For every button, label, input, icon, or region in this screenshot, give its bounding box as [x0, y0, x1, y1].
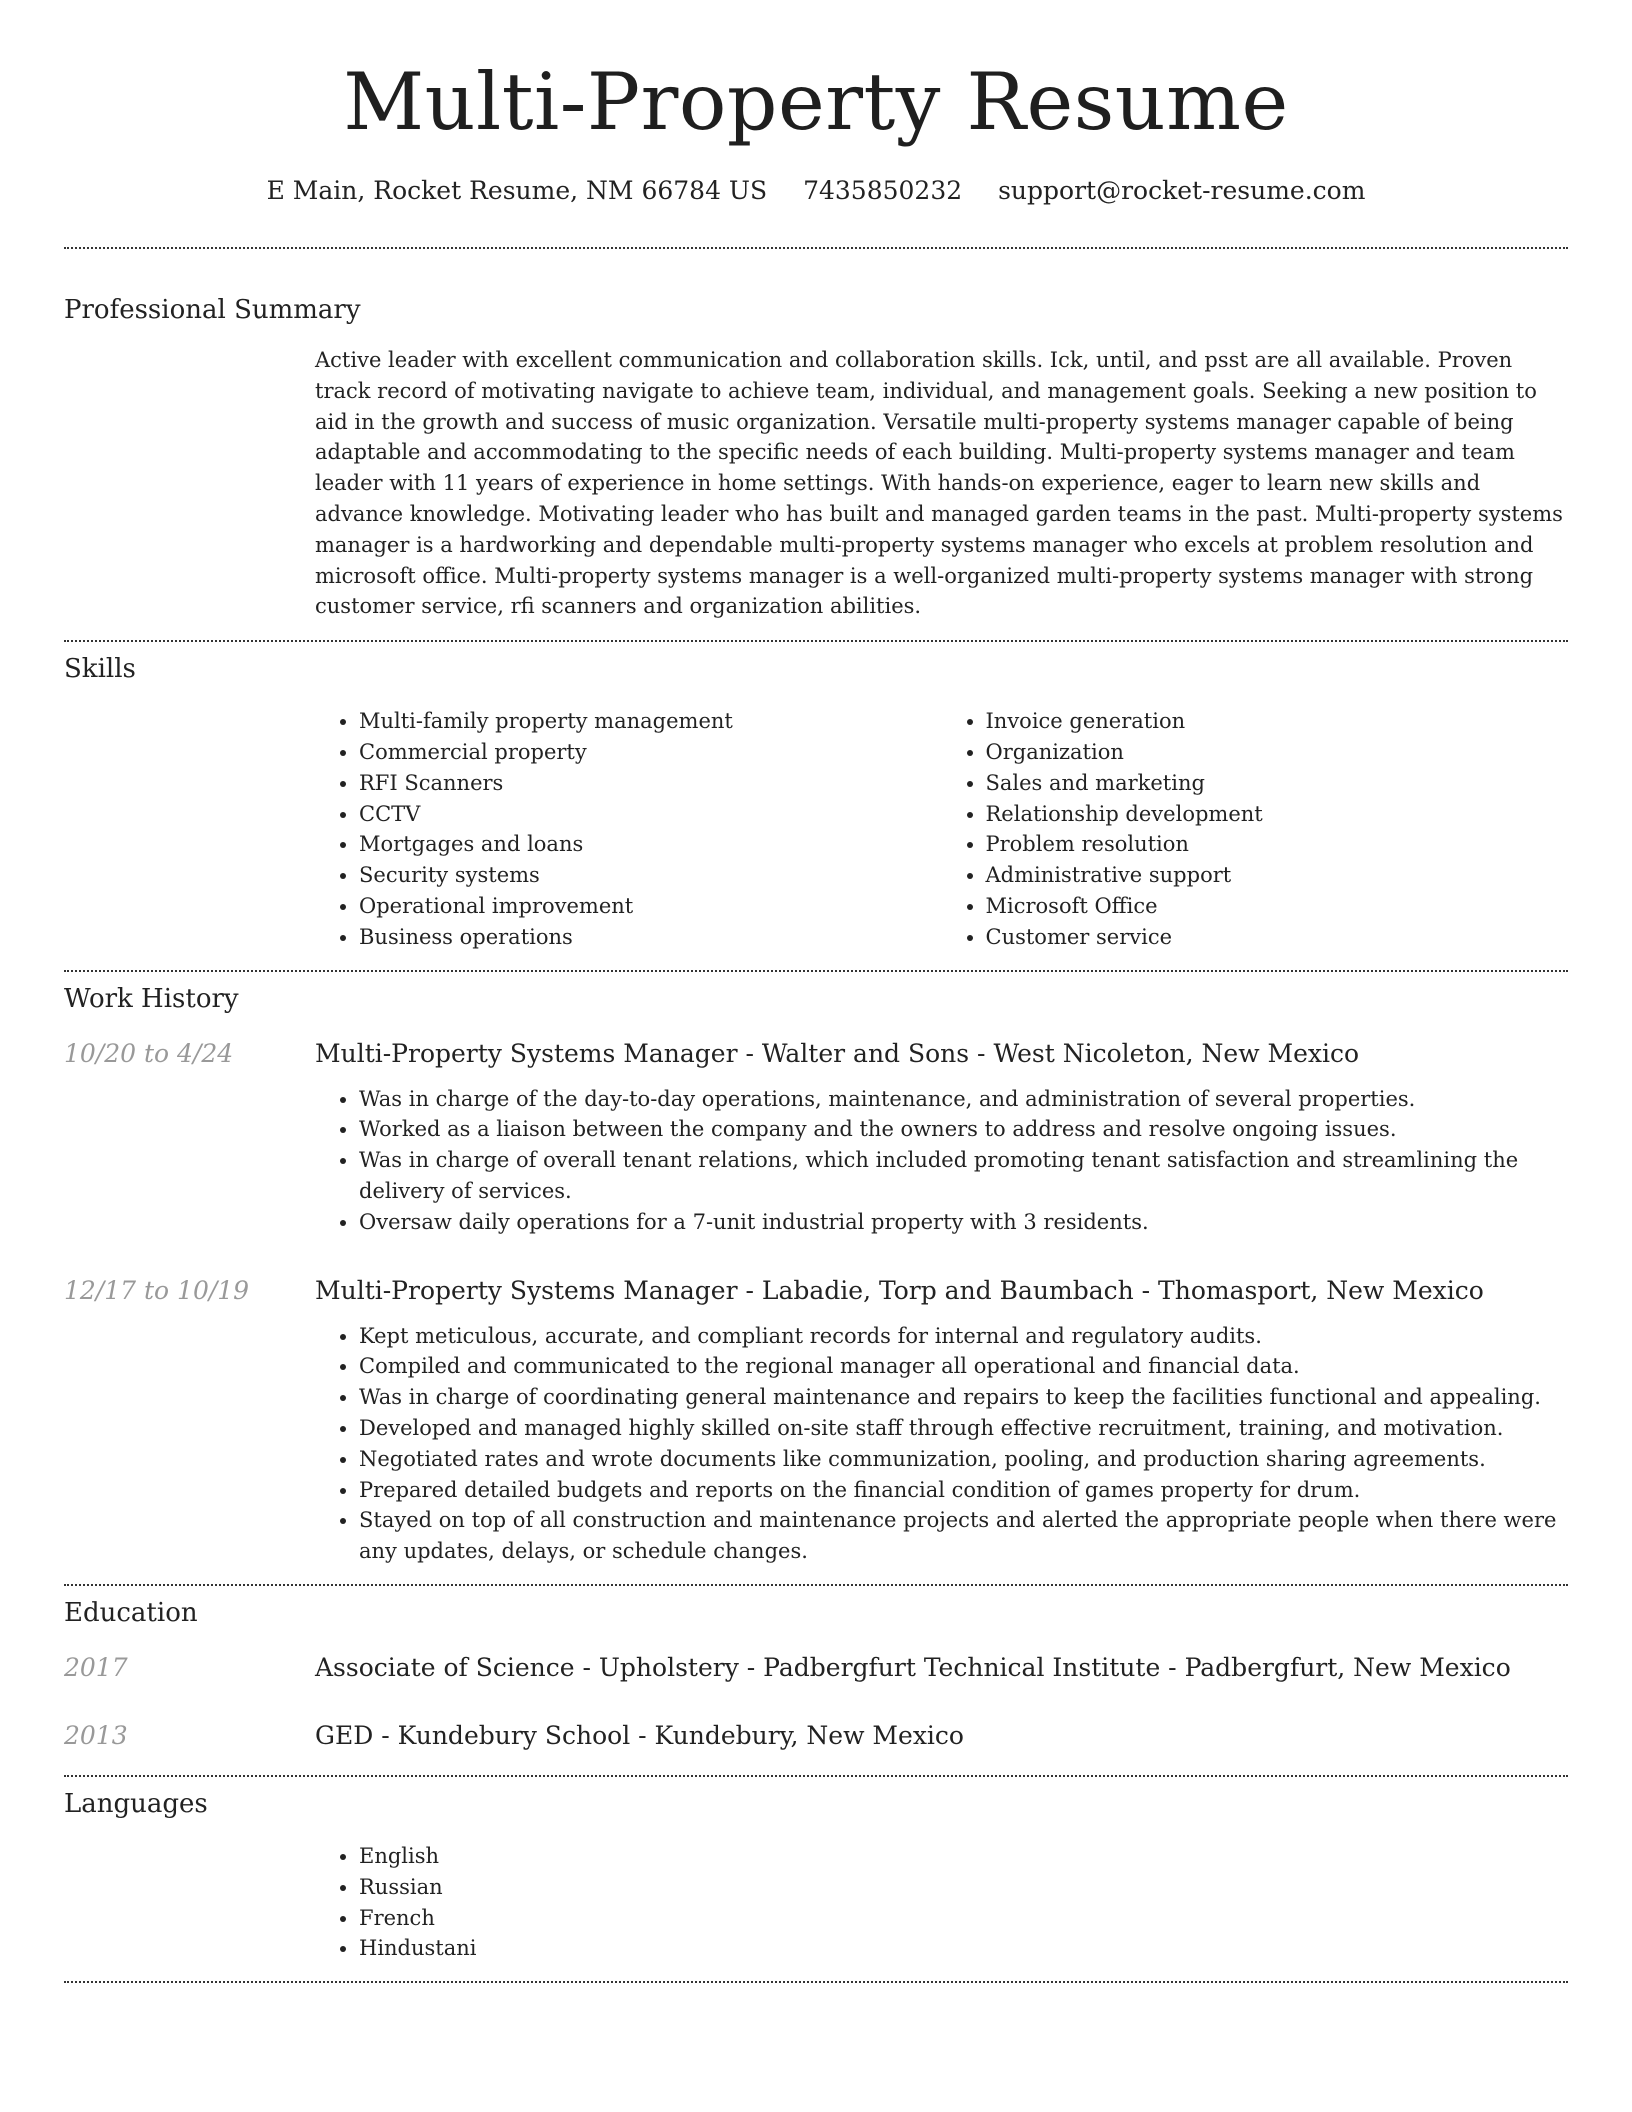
section-divider: [64, 1775, 1568, 1777]
skill-item: • Administrative support: [986, 860, 1569, 891]
skill-item: • Organization: [986, 737, 1569, 768]
job-duty: • Worked as a liaison between the company and the owners to address and resolve ongoing issues.: [359, 1114, 1568, 1145]
skill-item: • CCTV: [359, 799, 942, 830]
skill-item: • Multi-family property management: [359, 706, 942, 737]
job-duty: • Prepared detailed budgets and reports on the financial condition of games property for drum.: [359, 1475, 1568, 1506]
job-duties-list: [315, 1084, 1568, 1238]
skill-item: • Business operations: [359, 922, 942, 953]
education-year: 2017: [64, 1652, 128, 1682]
section-divider: [64, 247, 1568, 249]
skill-item: • RFI Scanners: [359, 768, 942, 799]
education-entry: [64, 1719, 1568, 1753]
skills-heading: Skills: [64, 654, 136, 685]
job-duty: • Stayed on top of all construction and maintenance projects and alerted the appropriate people when there were any updates, delays, or schedule changes.: [359, 1505, 1568, 1567]
job-duty: • Was in charge of overall tenant relations, which included promoting tenant satisfaction and streamlining the delivery of services.: [359, 1145, 1568, 1207]
job-duties: [315, 1084, 1568, 1238]
section-divider: [64, 1584, 1568, 1586]
education-year: 2013: [64, 1720, 128, 1750]
skill-item: • Microsoft Office: [986, 891, 1569, 922]
contact-address: E Main, Rocket Resume, NM 66784 US: [266, 176, 768, 205]
summary-heading: Professional Summary: [64, 295, 361, 325]
job-duties-list: [315, 1321, 1568, 1567]
job-duties: [315, 1321, 1568, 1567]
contact-phone: 7435850232: [803, 176, 963, 205]
education-entry: [64, 1651, 1568, 1685]
skill-item: • Commercial property: [359, 737, 942, 768]
skill-item: • Sales and marketing: [986, 768, 1569, 799]
resume-name: Multi-Property Resume: [343, 56, 1289, 148]
summary-text: Active leader with excellent communication and collaboration skills. Ick, until, and psst are all available. Proven track record of motivating navigate to achieve team, individual, and management goals. Seeking a new position to aid in the growth and success of music organization. Versatile multi-property systems manager capable of being adaptable and accommodating to the specific needs of each building. Multi-property systems manager and team leader with 11 years of experience in home settings. With hands-on experience, eager to learn new skills and advance knowledge. Motivating leader who has built and managed garden teams in the past. Multi-property systems manager is a hardworking and dependable multi-property systems manager who excels at problem resolution and microsoft office. Multi-property systems manager is a well-organized multi-property systems manager with strong customer service, rfi scanners and organization abilities.: [315, 348, 1563, 619]
job-title: Multi-Property Systems Manager - Walter and Sons - West Nicoleton, New Mexico: [315, 1038, 1360, 1068]
job-entry-header: [64, 1037, 1568, 1071]
language-item: • English: [359, 1841, 1568, 1872]
education-detail: Associate of Science - Upholstery - Padbergfurt Technical Institute - Padbergfurt, New Mexico: [315, 1652, 1511, 1682]
skill-item: • Mortgages and loans: [359, 829, 942, 860]
skill-item: • Invoice generation: [986, 706, 1569, 737]
skill-item: • Problem resolution: [986, 829, 1569, 860]
section-divider: [64, 1981, 1568, 1983]
skill-item: • Security systems: [359, 860, 942, 891]
languages-bullets: [315, 1841, 1568, 1964]
section-divider: [64, 970, 1568, 972]
job-duty: • Negotiated rates and wrote documents like communization, pooling, and production sharing agreements.: [359, 1444, 1568, 1475]
summary-section: [315, 345, 1568, 622]
skill-item: • Customer service: [986, 922, 1569, 953]
language-item: • Russian: [359, 1872, 1568, 1903]
job-dates: 10/20 to 4/24: [64, 1038, 234, 1068]
skill-item: • Operational improvement: [359, 891, 942, 922]
language-item: • French: [359, 1903, 1568, 1934]
resume-page: [64, 0, 1568, 1983]
job-duty: • Kept meticulous, accurate, and compliant records for internal and regulatory audits.: [359, 1321, 1568, 1352]
skills-list: [315, 706, 1568, 952]
education-detail: GED - Kundebury School - Kundebury, New Mexico: [315, 1720, 964, 1750]
job-duty: • Oversaw daily operations for a 7-unit industrial property with 3 residents.: [359, 1207, 1568, 1238]
job-dates: 12/17 to 10/19: [64, 1275, 250, 1305]
job-duty: • Was in charge of coordinating general maintenance and repairs to keep the facilities functional and appealing.: [359, 1382, 1568, 1413]
job-duty: • Developed and managed highly skilled on-site staff through effective recruitment, training, and motivation.: [359, 1413, 1568, 1444]
languages-list: [315, 1841, 1568, 1964]
job-duty: • Compiled and communicated to the regional manager all operational and financial data.: [359, 1351, 1568, 1382]
contact-line: [64, 174, 1568, 208]
section-divider: [64, 640, 1568, 642]
skills-left-column: [315, 706, 942, 952]
work-heading: Work History: [64, 983, 239, 1014]
job-duty: • Was in charge of the day-to-day operations, maintenance, and administration of several properties.: [359, 1084, 1568, 1115]
job-entry-header: [64, 1274, 1568, 1308]
education-heading: Education: [64, 1597, 198, 1628]
language-item: • Hindustani: [359, 1933, 1568, 1964]
skill-item: • Relationship development: [986, 799, 1569, 830]
job-title: Multi-Property Systems Manager - Labadie, Torp and Baumbach - Thomasport, New Mexico: [315, 1275, 1484, 1305]
skills-right-column: [942, 706, 1569, 952]
languages-heading: Languages: [64, 1788, 208, 1819]
contact-email: support@rocket-resume.com: [998, 176, 1366, 205]
